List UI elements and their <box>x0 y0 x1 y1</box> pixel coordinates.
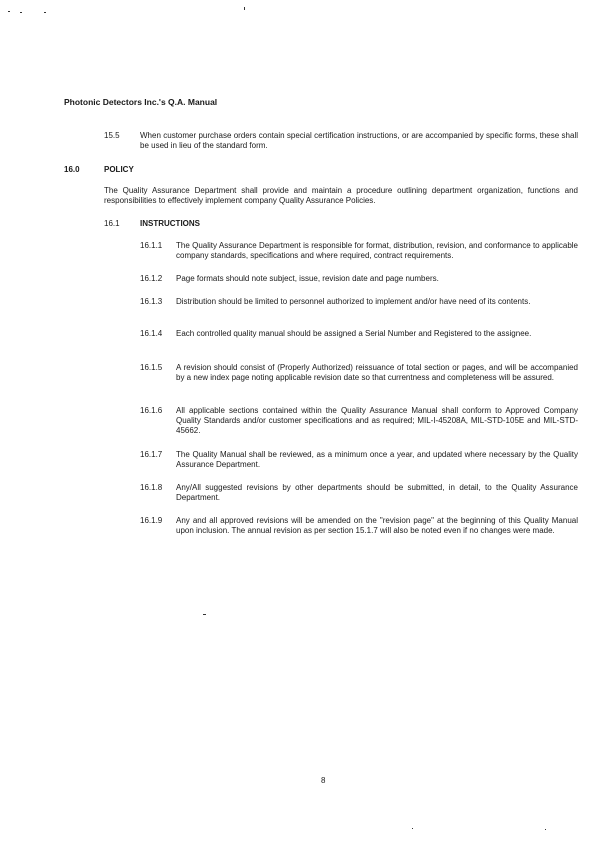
page-number: 8 <box>321 776 326 785</box>
scan-speck <box>203 614 206 615</box>
item-text: Any/All suggested revisions by other departments should be submitted, in detail, to the Quality Assurance Department. <box>176 483 578 502</box>
scan-speck <box>412 828 413 829</box>
item-number: 16.1.2 <box>140 274 163 283</box>
scan-speck <box>8 11 10 12</box>
item-number: 16.1.3 <box>140 297 163 306</box>
item-text: Page formats should note subject, issue, revision date and page numbers. <box>176 274 439 283</box>
scan-speck <box>545 829 546 830</box>
item-number: 15.5 <box>104 131 120 140</box>
item-text: All applicable sections contained within the Quality Assurance Manual shall conform to Approved Company Quality Standards and/or customer specifications and as required; MIL-I-45208A, MIL-STD-105E and MIL-STD-45662. <box>176 406 578 435</box>
subsection-title: INSTRUCTIONS <box>140 219 200 228</box>
item-number: 16.1.1 <box>140 241 163 250</box>
manual-header: Photonic Detectors Inc.'s Q.A. Manual <box>64 97 218 107</box>
item-number: 16.1.6 <box>140 406 163 415</box>
scan-speck <box>44 12 46 13</box>
item-text: Each controlled quality manual should be assigned a Serial Number and Registered to the assignee. <box>176 329 532 338</box>
item-text: When customer purchase orders contain special certification instructions, or are accompanied by specific forms, these shall be used in lieu of the standard form. <box>140 131 578 150</box>
item-number: 16.1.4 <box>140 329 163 338</box>
scan-speck <box>244 7 245 10</box>
item-number: 16.1.7 <box>140 450 163 459</box>
section-number: 16.0 <box>64 165 80 174</box>
item-number: 16.1.8 <box>140 483 163 492</box>
scan-speck <box>20 12 22 13</box>
item-text: The Quality Assurance Department is responsible for format, distribution, revision, and conformance to applicable company standards, specifications and where required, contract requirements. <box>176 241 578 260</box>
section-intro: The Quality Assurance Department shall provide and maintain a procedure outlining department organization, functions and responsibilities to effectively implement company Quality Assurance Policies. <box>104 186 578 205</box>
item-text: The Quality Manual shall be reviewed, as a minimum once a year, and updated where necessary by the Quality Assurance Department. <box>176 450 578 469</box>
section-title: POLICY <box>104 165 134 174</box>
subsection-number: 16.1 <box>104 219 120 228</box>
item-text: Any and all approved revisions will be amended on the "revision page" at the beginning of this Quality Manual upon inclusion. The annual revision as per section 15.1.7 will also be noted even if no changes were made. <box>176 516 578 535</box>
item-text: Distribution should be limited to personnel authorized to implement and/or have need of its contents. <box>176 297 531 306</box>
item-number: 16.1.9 <box>140 516 163 525</box>
item-number: 16.1.5 <box>140 363 163 372</box>
item-text: A revision should consist of (Properly Authorized) reissuance of total section or pages, and will be accompanied by a new index page noting applicable revision date so that currentness and completeness will be assured. <box>176 363 578 382</box>
